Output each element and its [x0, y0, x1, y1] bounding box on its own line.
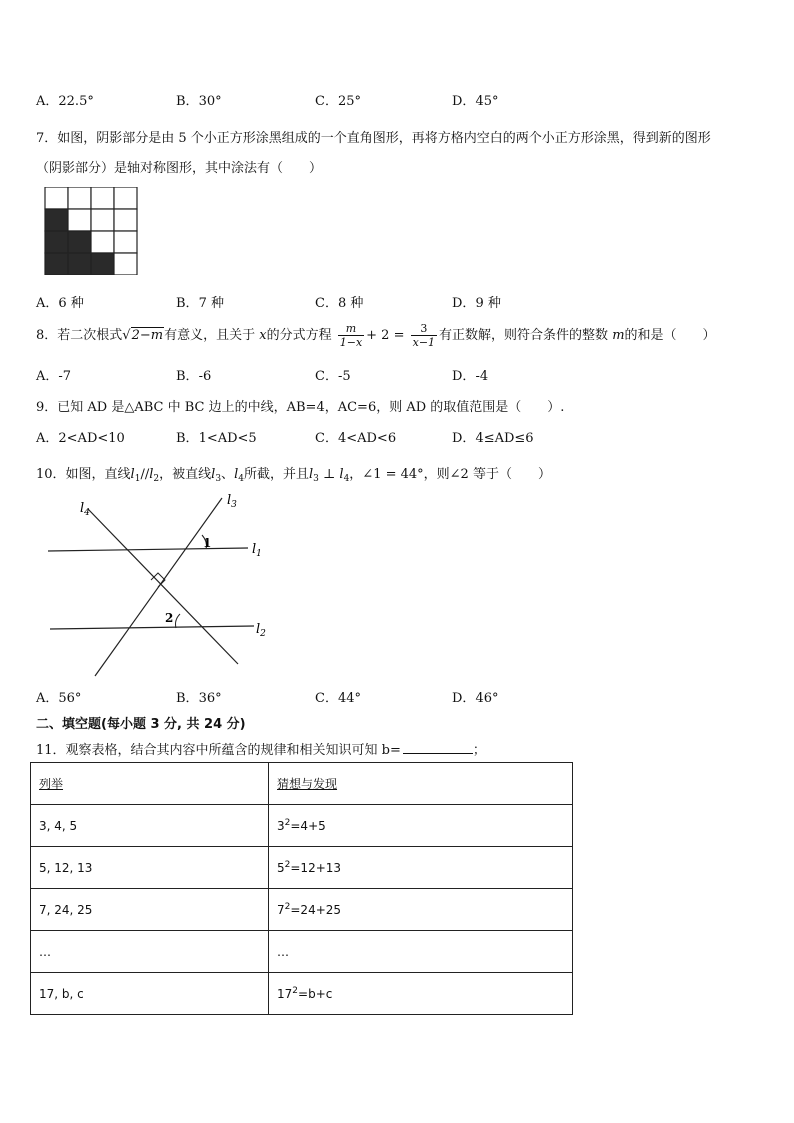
label-l4: $l_4$ — [80, 501, 90, 518]
q6-option-b: B．30° — [176, 94, 222, 109]
table-header: 列举 — [31, 763, 269, 805]
table-row — [31, 847, 573, 889]
grid-cell-empty — [91, 231, 114, 253]
q8-radical: √2−m — [122, 328, 164, 343]
q8-text: 8．若二次根式√2−m有意义，且关于 x的分式方程 $\frac{m}{1-x}$ + 2 = $\frac{3}{x-1}$ 有正数解，则符合条件的整数 m的和是（ ） — [36, 322, 716, 349]
table-cell: 7, 24, 25 — [31, 889, 269, 931]
label-a1: 1 — [203, 536, 212, 550]
grid-cell-shaded — [68, 231, 91, 253]
q6-option-c: C．25° — [315, 94, 361, 109]
table-cell: … — [269, 931, 573, 973]
q6-option-d: D．45° — [452, 94, 499, 109]
q10-figure — [40, 492, 280, 682]
q10-option-b: B．36° — [176, 691, 222, 706]
q9-text: 9．已知 AD 是△ABC 中 BC 边上的中线，AB=4，AC=6，则 AD 的取值范围是（ ）. — [36, 400, 565, 415]
grid-cell-empty — [68, 209, 91, 231]
label-a2: 2 — [165, 611, 174, 625]
grid-cell-empty — [91, 209, 114, 231]
line-l4 — [88, 509, 238, 664]
grid-cell-empty — [114, 231, 137, 253]
q8-option-c: C．-5 — [315, 369, 351, 384]
grid-cell-empty — [114, 187, 137, 209]
table-row — [31, 931, 573, 973]
q7-option-a: A．6 种 — [36, 296, 84, 311]
q8-option-a: A．-7 — [36, 369, 72, 384]
angle-2-arc — [176, 614, 181, 628]
label-l1: $l_1$ — [252, 542, 262, 559]
table-row — [31, 973, 573, 1015]
q9-option-d: D．4≤AD≤6 — [452, 431, 534, 446]
q7-grid-figure — [44, 187, 138, 275]
grid-cell-shaded — [45, 231, 68, 253]
label-l2: $l_2$ — [256, 622, 266, 639]
q9-option-b: B．1<AD<5 — [176, 431, 257, 446]
q10-option-c: C．44° — [315, 691, 361, 706]
q7-line1: 7．如图，阴影部分是由 5 个小正方形涂黑组成的一个直角图形，再将方格内空白的两个小正方形涂黑，得到新的图形 — [36, 131, 711, 146]
table-row — [31, 889, 573, 931]
table-row — [31, 805, 573, 847]
q6-option-a: A．22.5° — [36, 94, 94, 109]
grid-cell-empty — [91, 187, 114, 209]
grid-cell-empty — [114, 253, 137, 275]
q10-option-a: A．56° — [36, 691, 82, 706]
table-cell: $7^2=24+25$ — [269, 889, 573, 931]
grid-cell-empty — [45, 187, 68, 209]
grid-cell-shaded — [68, 253, 91, 275]
table-header-row — [31, 763, 573, 805]
q7-line2: （阴影部分）是轴对称图形，其中涂法有（ ） — [36, 161, 323, 176]
q10-text: 10．如图，直线$l_1//l_2$，被直线$l_3$、$l_4$所截，并且$l_3$ ⊥ $l_4$，∠1 = 44°，则∠2 等于（ ） — [36, 467, 551, 484]
table-cell: $17^2=b+c$ — [269, 973, 573, 1015]
label-l3: $l_3$ — [227, 493, 237, 510]
line-l2 — [50, 626, 254, 629]
table-cell: 3, 4, 5 — [31, 805, 269, 847]
observation-table — [30, 762, 573, 1015]
q8-fraction-2: $\frac{3}{x-1}$ — [412, 322, 436, 349]
q8-option-d: D．-4 — [452, 369, 489, 384]
grid-cell-empty — [114, 209, 137, 231]
line-l1 — [48, 548, 248, 551]
q11-text: 11．观察表格，结合其内容中所蕴含的规律和相关知识可知 b= ； — [36, 743, 486, 758]
table-cell: $5^2=12+13$ — [269, 847, 573, 889]
table-cell: 17, b, c — [31, 973, 269, 1015]
table-cell: … — [31, 931, 269, 973]
q7-option-b: B．7 种 — [176, 296, 224, 311]
q7-option-d: D．9 种 — [452, 296, 501, 311]
table-header: 猜想与发现 — [269, 763, 573, 805]
grid-cell-shaded — [91, 253, 114, 275]
q9-option-a: A．2<AD<10 — [36, 431, 125, 446]
answer-blank[interactable] — [403, 742, 473, 754]
q10-option-d: D．46° — [452, 691, 499, 706]
grid-cell-empty — [68, 187, 91, 209]
q8-option-b: B．-6 — [176, 369, 212, 384]
table-cell: 5, 12, 13 — [31, 847, 269, 889]
section-title: 二、填空题(每小题 3 分, 共 24 分) — [36, 717, 246, 732]
q7-option-c: C．8 种 — [315, 296, 364, 311]
grid-cell-shaded — [45, 209, 68, 231]
q9-option-c: C．4<AD<6 — [315, 431, 397, 446]
grid-cell-shaded — [45, 253, 68, 275]
q8-fraction-1: $\frac{m}{1-x}$ — [339, 322, 363, 349]
table-cell: $3^2=4+5$ — [269, 805, 573, 847]
